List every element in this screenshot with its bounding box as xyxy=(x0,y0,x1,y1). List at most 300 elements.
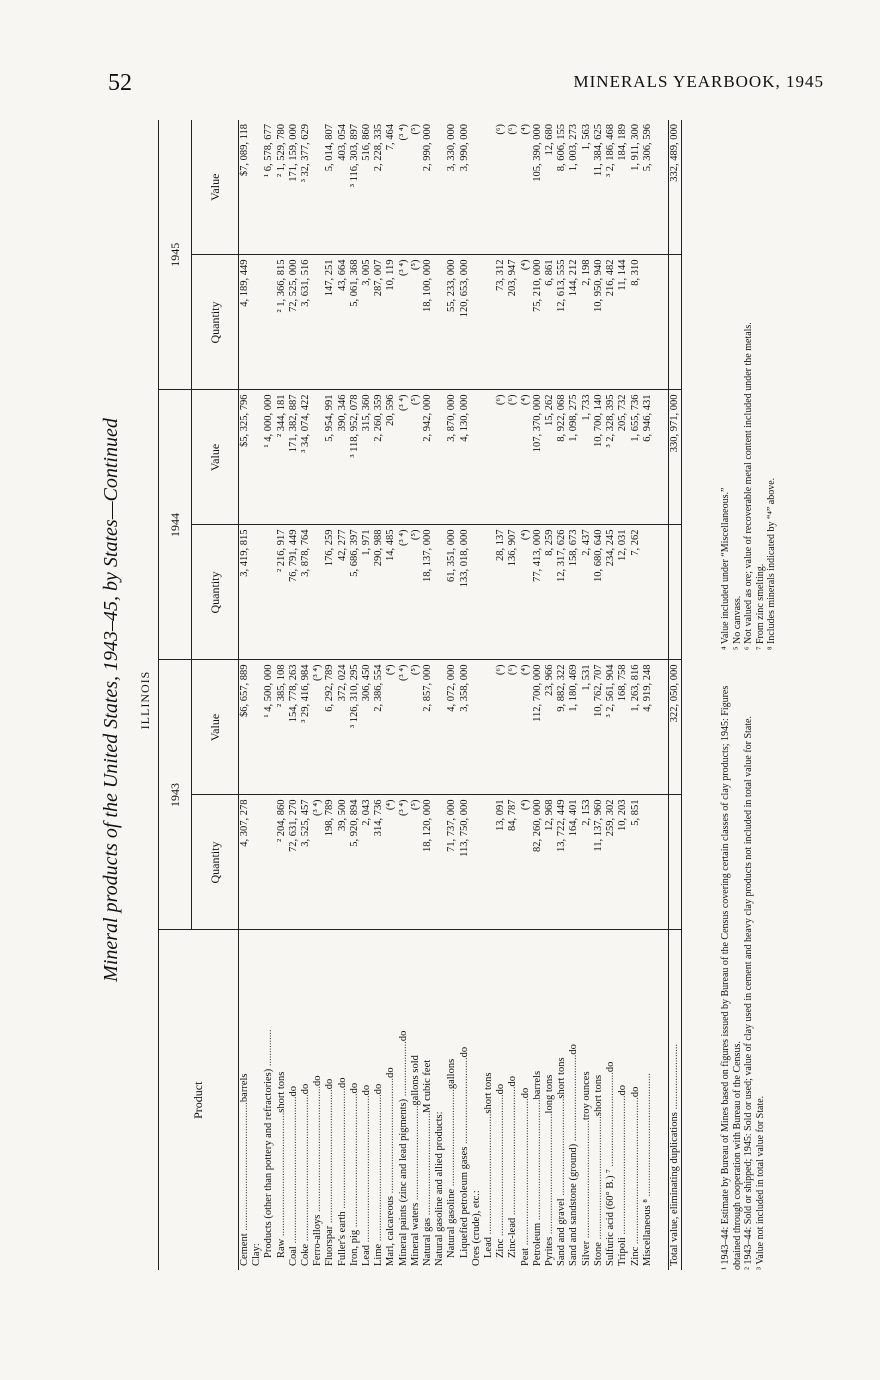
quantity-cell xyxy=(483,525,495,660)
quantity-cell: 3, 631, 516 xyxy=(300,255,312,390)
quantity-cell: 12, 031 xyxy=(617,525,629,660)
value-cell xyxy=(251,120,263,255)
value-cell xyxy=(434,390,446,525)
value-cell: 4, 130, 000 xyxy=(459,390,471,525)
product-label: Zinc xyxy=(495,1238,507,1258)
quantity-cell: 3, 419, 815 xyxy=(239,525,252,660)
value-cell: 112, 700, 000 xyxy=(532,660,544,795)
unit-label: short tons xyxy=(592,1074,604,1117)
table-row xyxy=(483,120,495,1270)
quantity-cell: 55, 233, 000 xyxy=(446,255,458,390)
table-row xyxy=(349,120,361,1270)
quantity-cell: 4, 307, 278 xyxy=(239,795,252,930)
quantity-header: Quantity xyxy=(192,255,239,390)
quantity-cell: 10, 119 xyxy=(385,255,397,390)
product-cell xyxy=(373,930,385,1270)
value-cell: (⁶) xyxy=(507,660,519,795)
table-row xyxy=(276,120,288,1270)
product-cell xyxy=(385,930,397,1270)
product-column-header: Product xyxy=(159,930,239,1270)
table-row xyxy=(544,120,556,1270)
unit-label: short tons xyxy=(275,1071,287,1113)
quantity-cell: 12, 317, 626 xyxy=(556,525,568,660)
leader-dots: ............................................... xyxy=(641,1073,653,1200)
leader-dots: ...................................................... xyxy=(495,1094,507,1239)
product-label: Mineral waters xyxy=(409,1202,421,1266)
quantity-cell: 13, 091 xyxy=(495,795,507,930)
leader-dots: ..................... xyxy=(397,1041,409,1099)
leader-dots: ........................................................ xyxy=(361,1095,373,1245)
table-row xyxy=(507,120,519,1270)
spacer-cell xyxy=(654,660,669,795)
product-cell xyxy=(520,930,532,1270)
product-label: Silver xyxy=(580,1240,592,1266)
leader-dots: ........................................................ xyxy=(629,1097,641,1247)
value-cell: $6, 657, 889 xyxy=(239,660,252,795)
quantity-cell xyxy=(434,525,446,660)
value-cell: ³ 32, 377, 629 xyxy=(300,120,312,255)
unit-label: do xyxy=(568,1044,580,1055)
unit-label: do xyxy=(361,1084,373,1096)
quantity-cell: 3, 878, 764 xyxy=(300,525,312,660)
value-cell: 205, 732 xyxy=(617,390,629,525)
quantity-cell: 2, 437 xyxy=(581,525,593,660)
value-header: Value xyxy=(192,660,239,795)
quantity-cell: (³ ⁴) xyxy=(398,525,410,660)
leader-dots: .............................................. xyxy=(483,1113,495,1237)
value-cell: 1, 263, 816 xyxy=(630,660,642,795)
value-cell: 9, 882, 322 xyxy=(556,660,568,795)
value-cell: $7, 089, 118 xyxy=(239,120,252,255)
leader-dots: ................................................... xyxy=(348,1093,360,1230)
value-cell: (⁶) xyxy=(495,120,507,255)
leader-dots: ................................................ xyxy=(312,1086,324,1215)
product-label: Products (other than pottery and refractories) xyxy=(263,1068,275,1258)
mineral-products-table xyxy=(158,120,682,1270)
value-cell: (⁵) xyxy=(410,120,422,255)
quantity-cell: 147, 251 xyxy=(324,255,336,390)
value-cell xyxy=(471,390,483,525)
quantity-cell xyxy=(263,525,275,660)
product-label: Marl, calcareous xyxy=(385,1196,397,1266)
quantity-cell: 71, 737, 000 xyxy=(446,795,458,930)
value-cell: 2, 228, 335 xyxy=(373,120,385,255)
quantity-cell: 77, 413, 000 xyxy=(532,525,544,660)
quantity-header: Quantity xyxy=(192,795,239,930)
quantity-cell: 13, 722, 449 xyxy=(556,795,568,930)
unit-label: do xyxy=(336,1077,348,1088)
quantity-cell: 2, 198 xyxy=(581,255,593,390)
product-cell xyxy=(544,930,556,1270)
table-row xyxy=(410,120,422,1270)
value-cell: ¹ 6, 578, 677 xyxy=(263,120,275,255)
value-cell: (⁴) xyxy=(520,120,532,255)
leader-dots: ..................................... xyxy=(446,1089,458,1189)
leader-dots: ................................................. xyxy=(507,1086,519,1218)
quantity-cell: 84, 787 xyxy=(507,795,519,930)
unit-label: do xyxy=(605,1061,617,1073)
product-cell xyxy=(361,930,373,1270)
product-cell xyxy=(507,930,519,1270)
table-row xyxy=(642,120,654,1270)
unit-label: do xyxy=(373,1083,385,1095)
value-cell: 3, 990, 000 xyxy=(459,120,471,255)
spacer-cell xyxy=(654,795,669,930)
quantity-cell: 1, 971 xyxy=(361,525,373,660)
product-cell xyxy=(398,930,410,1270)
year-header-1945: 1945 xyxy=(159,120,192,390)
product-cell xyxy=(568,930,580,1270)
spacer-cell xyxy=(654,120,669,255)
product-label: Zinc xyxy=(629,1246,641,1266)
value-cell: 2, 386, 554 xyxy=(373,660,385,795)
value-cell: ³ 126, 310, 295 xyxy=(349,660,361,795)
leader-dots: ........................................................ xyxy=(300,1094,312,1244)
table-row xyxy=(434,120,446,1270)
quantity-cell: 259, 302 xyxy=(605,795,617,930)
table-row xyxy=(617,120,629,1270)
value-cell: 1, 563 xyxy=(581,120,593,255)
year-header-1944: 1944 xyxy=(159,390,192,660)
product-label: Ferro-alloys xyxy=(312,1214,324,1266)
running-head: MINERALS YEARBOOK, 1945 xyxy=(573,72,824,91)
value-cell: (³ ⁴) xyxy=(312,660,324,795)
quantity-cell: 10, 950, 940 xyxy=(593,255,605,390)
product-cell xyxy=(483,930,495,1270)
product-label: Coke xyxy=(300,1243,312,1266)
unit-label: do xyxy=(324,1078,336,1090)
value-cell: ³ 2, 328, 395 xyxy=(605,390,617,525)
quantity-cell xyxy=(251,795,263,930)
table-row xyxy=(495,120,507,1270)
unit-label: gallons xyxy=(446,1058,458,1090)
value-cell: ³ 118, 952, 078 xyxy=(349,390,361,525)
value-cell: 4, 919, 248 xyxy=(642,660,654,795)
table-row xyxy=(556,120,568,1270)
quantity-cell xyxy=(471,525,483,660)
value-cell: 516, 860 xyxy=(361,120,373,255)
table-row xyxy=(288,120,300,1270)
product-label: Iron, pig xyxy=(348,1229,360,1266)
value-cell: 15, 262 xyxy=(544,390,556,525)
quantity-cell: 2, 043 xyxy=(361,795,373,930)
product-label: Raw xyxy=(275,1238,287,1258)
value-cell: (⁶) xyxy=(507,120,519,255)
leader-dots: ......................... xyxy=(668,1043,680,1113)
leader-dots: ........................................................ xyxy=(287,1096,299,1247)
quantity-cell: 42, 277 xyxy=(337,525,349,660)
leader-dots: .................................... xyxy=(409,1105,421,1203)
product-cell xyxy=(495,930,507,1270)
table-row xyxy=(630,120,642,1270)
quantity-cell xyxy=(312,255,324,390)
product-cell xyxy=(276,930,288,1270)
table-row xyxy=(593,120,605,1270)
leader-dots: ....................................... xyxy=(422,1112,434,1218)
quantity-cell: 11, 144 xyxy=(617,255,629,390)
value-cell: 171, 159, 000 xyxy=(288,120,300,255)
product-cell xyxy=(593,930,605,1270)
quantity-cell: (⁵) xyxy=(410,795,422,930)
table-row xyxy=(520,120,532,1270)
product-label: Natural gasoline xyxy=(446,1188,458,1258)
product-cell xyxy=(617,930,629,1270)
product-label: Stone xyxy=(592,1242,604,1266)
spacer-cell xyxy=(654,525,669,660)
value-cell: (⁶) xyxy=(495,660,507,795)
value-cell: ² 385, 108 xyxy=(276,660,288,795)
product-cell xyxy=(642,930,654,1270)
quantity-cell: 120, 653, 000 xyxy=(459,255,471,390)
footnote: ² 1943–44: Sold or shipped; 1945: Sold or used; value of clay used in cement and heavy clay products not included in total value for State. xyxy=(743,716,754,1270)
product-cell xyxy=(288,930,300,1270)
leader-dots: .............. xyxy=(263,1029,275,1069)
footnote: ⁷ From zinc smelting. xyxy=(754,563,766,650)
quantity-cell xyxy=(471,255,483,390)
quantity-cell: 4, 189, 449 xyxy=(239,255,252,390)
unit-label: short tons xyxy=(556,1057,568,1099)
spacer-cell xyxy=(654,255,669,390)
value-cell: 6, 946, 431 xyxy=(642,390,654,525)
value-cell xyxy=(483,390,495,525)
table-title: Mineral products of the United States, 1943–45, by States—Continued xyxy=(100,418,122,982)
quantity-cell: 290, 988 xyxy=(373,525,385,660)
value-cell: ³ 34, 074, 422 xyxy=(300,390,312,525)
unit-label: M cubic feet xyxy=(422,1059,434,1113)
product-cell xyxy=(556,930,568,1270)
product-cell xyxy=(337,930,349,1270)
value-cell: 2, 857, 000 xyxy=(422,660,434,795)
product-cell xyxy=(668,930,681,1270)
quantity-cell: 6, 861 xyxy=(544,255,556,390)
value-cell xyxy=(483,660,495,795)
table-body xyxy=(239,120,682,1270)
value-cell: 315, 360 xyxy=(361,390,373,525)
unit-label: barrels xyxy=(531,1070,543,1100)
value-cell xyxy=(483,120,495,255)
quantity-cell: (⁵) xyxy=(410,525,422,660)
quantity-cell: 39, 500 xyxy=(337,795,349,930)
unit-label: do xyxy=(348,1082,360,1094)
quantity-cell: 144, 212 xyxy=(568,255,580,390)
unit-label: do xyxy=(300,1083,312,1095)
value-cell: ³ 2, 186, 468 xyxy=(605,120,617,255)
product-label: Ores (crude), etc.: xyxy=(470,1190,482,1266)
page-number: 52 xyxy=(108,70,132,96)
value-cell: 11, 384, 625 xyxy=(593,120,605,255)
value-cell: 1, 531 xyxy=(581,660,593,795)
value-cell: (⁵) xyxy=(410,660,422,795)
rotated-table-block xyxy=(100,100,780,1300)
table-row xyxy=(300,120,312,1270)
value-cell: 6, 292, 789 xyxy=(324,660,336,795)
table-row xyxy=(263,120,275,1270)
unit-label: do xyxy=(507,1076,519,1087)
product-cell xyxy=(312,930,324,1270)
value-header: Value xyxy=(192,120,239,255)
footnote: ³ Value not included in total value for State. xyxy=(754,1095,766,1270)
quantity-cell: 176, 259 xyxy=(324,525,336,660)
product-cell xyxy=(422,930,434,1270)
value-cell: ² 1, 529, 780 xyxy=(276,120,288,255)
value-cell: (⁵) xyxy=(410,390,422,525)
quantity-cell: 136, 907 xyxy=(507,525,519,660)
leader-dots: .................................... xyxy=(605,1072,617,1170)
leader-dots: ........................................................ xyxy=(373,1094,385,1244)
unit-label: do xyxy=(519,1087,531,1099)
quantity-cell: 3, 525, 457 xyxy=(300,795,312,930)
quantity-cell: 82, 260, 000 xyxy=(532,795,544,930)
value-cell: 107, 370, 000 xyxy=(532,390,544,525)
value-cell xyxy=(312,120,324,255)
product-label: Fuller's earth xyxy=(336,1211,348,1266)
quantity-cell: 14, 485 xyxy=(385,525,397,660)
quantity-cell: 73, 312 xyxy=(495,255,507,390)
unit-label: long tons xyxy=(544,1074,556,1114)
value-cell: 1, 911, 300 xyxy=(630,120,642,255)
table-row xyxy=(312,120,324,1270)
quantity-cell xyxy=(434,795,446,930)
quantity-cell xyxy=(471,795,483,930)
value-cell: (⁴) xyxy=(520,390,532,525)
unit-label: do xyxy=(617,1084,629,1096)
leader-dots: ................................. xyxy=(568,1054,580,1144)
quantity-cell xyxy=(642,525,654,660)
quantity-cell xyxy=(668,525,681,660)
total-row xyxy=(668,120,681,1270)
quantity-cell: 2, 153 xyxy=(581,795,593,930)
table-row xyxy=(605,120,617,1270)
product-cell xyxy=(239,930,252,1270)
value-cell xyxy=(251,660,263,795)
unit-label: do xyxy=(385,1067,397,1078)
value-cell: ³ 116, 303, 897 xyxy=(349,120,361,255)
quantity-cell xyxy=(668,255,681,390)
leader-dots: ..................................................... xyxy=(617,1095,629,1238)
table-row xyxy=(385,120,397,1270)
leader-dots: ........................................................ xyxy=(519,1098,531,1248)
value-cell: 390, 346 xyxy=(337,390,349,525)
quantity-cell: (⁴) xyxy=(520,255,532,390)
product-cell xyxy=(410,930,422,1270)
value-cell: 1, 003, 273 xyxy=(568,120,580,255)
product-label: Lead xyxy=(361,1245,373,1266)
table-row xyxy=(324,120,336,1270)
leader-dots: ............................................. xyxy=(580,1120,592,1241)
quantity-cell: 61, 351, 000 xyxy=(446,525,458,660)
product-label: Natural gas xyxy=(422,1217,434,1266)
value-cell: 3, 870, 000 xyxy=(446,390,458,525)
quantity-cell: (⁴) xyxy=(520,795,532,930)
value-cell xyxy=(434,120,446,255)
unit-label: do xyxy=(312,1075,324,1087)
quantity-cell: 18, 100, 000 xyxy=(422,255,434,390)
value-cell: 10, 762, 707 xyxy=(593,660,605,795)
quantity-cell xyxy=(483,795,495,930)
quantity-cell: 7, 262 xyxy=(630,525,642,660)
value-cell: ² 344, 181 xyxy=(276,390,288,525)
value-cell: (³ ⁴) xyxy=(398,390,410,525)
quantity-cell xyxy=(668,795,681,930)
table-row xyxy=(446,120,458,1270)
value-cell: (⁶) xyxy=(507,390,519,525)
product-label: Petroleum xyxy=(531,1222,543,1266)
value-cell: $5, 325, 796 xyxy=(239,390,252,525)
value-cell: ¹ 4, 500, 000 xyxy=(263,660,275,795)
value-cell: ³ 2, 561, 904 xyxy=(605,660,617,795)
value-cell xyxy=(251,390,263,525)
quantity-cell: 133, 018, 000 xyxy=(459,525,471,660)
quantity-cell: 158, 673 xyxy=(568,525,580,660)
quantity-cell: (⁴) xyxy=(520,525,532,660)
unit-label: short tons xyxy=(483,1072,495,1114)
table-row xyxy=(361,120,373,1270)
quantity-header: Quantity xyxy=(192,525,239,660)
leader-dots: ............................................ xyxy=(385,1077,397,1197)
unit-label: troy ounces xyxy=(580,1071,592,1121)
product-cell xyxy=(581,930,593,1270)
footnote: ⁴ Value included under “Miscellaneous.” xyxy=(720,487,731,650)
unit-label: do xyxy=(458,1046,470,1058)
leader-dots: ................................. xyxy=(458,1057,470,1147)
quantity-cell: (³ ⁴) xyxy=(398,255,410,390)
product-cell xyxy=(471,930,483,1270)
quantity-cell xyxy=(642,795,654,930)
value-cell: 2, 990, 000 xyxy=(422,120,434,255)
leader-dots: ............................................... xyxy=(275,1112,287,1239)
product-label: Liquefied petroleum gases xyxy=(458,1146,470,1258)
product-label: Fluorspar xyxy=(324,1225,336,1266)
quantity-cell: 5, 851 xyxy=(630,795,642,930)
product-cell xyxy=(263,930,275,1270)
table-row xyxy=(471,120,483,1270)
unit-label: do xyxy=(629,1086,641,1098)
table-row xyxy=(532,120,544,1270)
value-cell: 184, 189 xyxy=(617,120,629,255)
quantity-cell: 72, 631, 270 xyxy=(288,795,300,930)
value-header: Value xyxy=(192,390,239,525)
quantity-cell: (⁴) xyxy=(385,795,397,930)
value-cell: 3, 358, 000 xyxy=(459,660,471,795)
quantity-cell: 11, 137, 960 xyxy=(593,795,605,930)
value-cell: (⁴) xyxy=(385,660,397,795)
value-cell: 322, 050, 000 xyxy=(668,660,681,795)
value-cell: 23, 966 xyxy=(544,660,556,795)
unit-label: do xyxy=(495,1083,507,1095)
product-label: Total value, eliminating duplications xyxy=(668,1112,680,1266)
quantity-cell xyxy=(434,255,446,390)
quantity-cell: 234, 245 xyxy=(605,525,617,660)
leader-dots: .............................................. xyxy=(336,1087,348,1212)
value-cell xyxy=(312,390,324,525)
value-cell: 154, 778, 263 xyxy=(288,660,300,795)
footnote: ⁶ Not valued as ore; value of recoverable metal content included under the metals. xyxy=(743,322,754,650)
product-cell xyxy=(324,930,336,1270)
product-label: Zinc-lead xyxy=(507,1217,519,1258)
footnote: ⁵ No canvass. xyxy=(731,595,743,650)
quantity-cell: 314, 736 xyxy=(373,795,385,930)
value-cell: 372, 024 xyxy=(337,660,349,795)
quantity-cell: (³ ⁴) xyxy=(398,795,410,930)
product-label: Peat xyxy=(519,1247,531,1266)
quantity-cell xyxy=(312,525,324,660)
unit-label: do xyxy=(287,1086,299,1097)
quantity-cell: 113, 750, 000 xyxy=(459,795,471,930)
product-cell xyxy=(532,930,544,1270)
value-cell: 1, 733 xyxy=(581,390,593,525)
value-cell: ¹ 4, 000, 000 xyxy=(263,390,275,525)
product-label: Clay: xyxy=(251,1243,263,1266)
